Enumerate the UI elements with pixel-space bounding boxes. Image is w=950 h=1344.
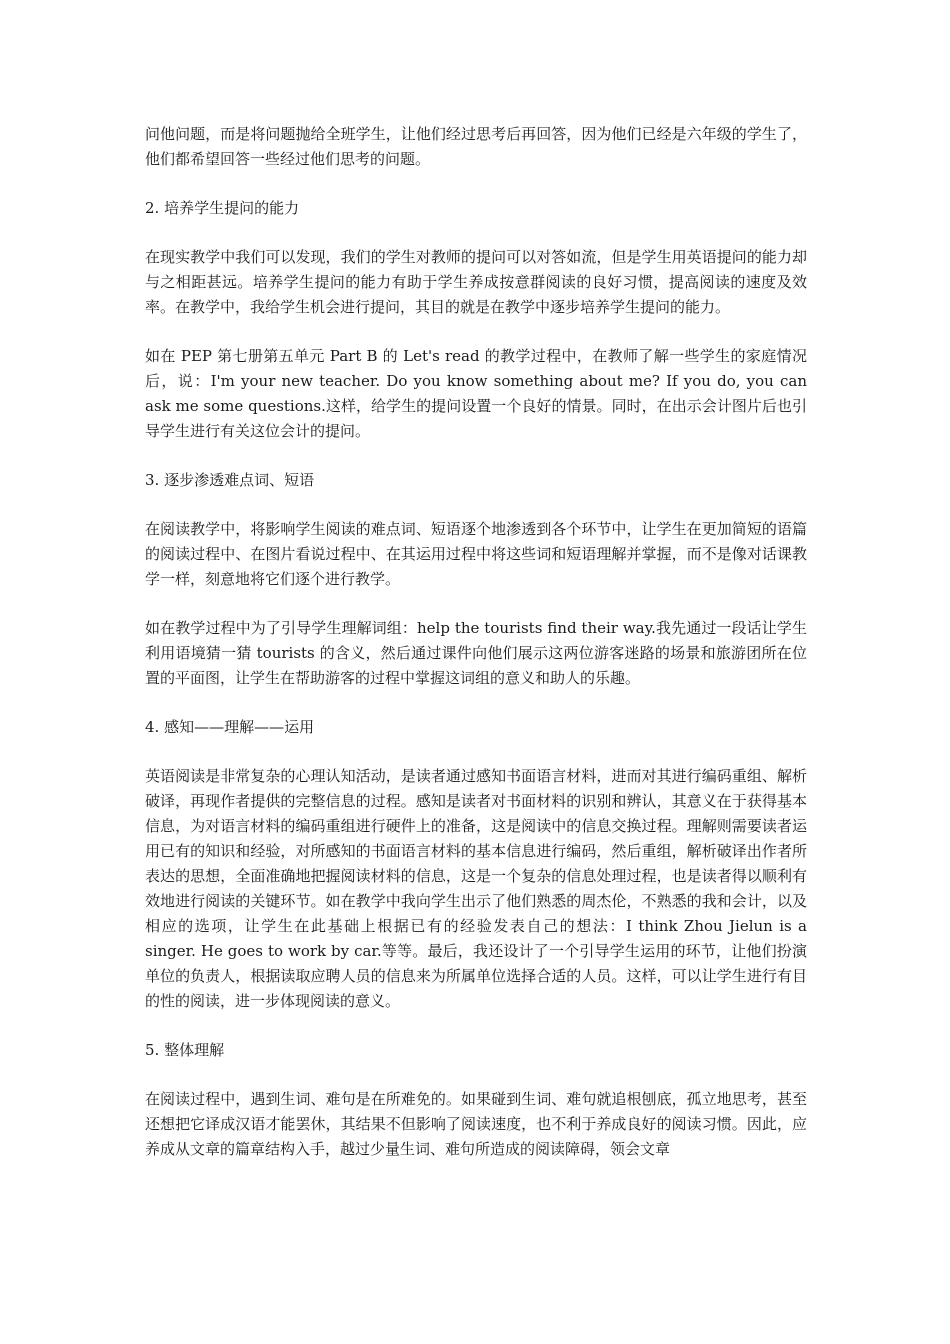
document-page [145,122,807,1186]
paragraph: 在阅读教学中，将影响学生阅读的难点词、短语逐个地渗透到各个环节中，让学生在更加简短的语篇的阅读过程中、在图片看说过程中、在其运用过程中将这些词和短语理解并掌握，而不是像对话课教学一样，刻意地将它们逐个进行教学。 [145,520,807,588]
section-heading: 3. 逐步渗透难点词、短语 [145,471,315,489]
paragraph: 如在教学过程中为了引导学生理解词组：help the tourists find their way.我先通过一段话让学生利用语境猜一猜 tourists 的含义，然后通过课件向他们展示这两位游客迷路的场景和旅游团所在位置的平面图，让学生在帮助游客的过程中掌握这词组的意义和助人的乐趣。 [145,619,807,687]
paragraph: 在阅读过程中，遇到生词、难句是在所难免的。如果碰到生词、难句就追根刨底，孤立地思考，甚至还想把它译成汉语才能罢休，其结果不但影响了阅读速度，也不利于养成良好的阅读习惯。因此，应养成从文章的篇章结构入手，越过少量生词、难句所造成的阅读障碍，领会文章 [145,1090,807,1158]
paragraph: 问他问题，而是将问题抛给全班学生，让他们经过思考后再回答，因为他们已经是六年级的学生了，他们都希望回答一些经过他们思考的问题。 [145,125,807,168]
paragraph: 在现实教学中我们可以发现，我们的学生对教师的提问可以对答如流，但是学生用英语提问的能力却与之相距甚远。培养学生提问的能力有助于学生养成按意群阅读的良好习惯，提高阅读的速度及效率。在教学中，我给学生机会进行提问，其目的就是在教学中逐步培养学生提问的能力。 [145,248,807,316]
section-heading: 4. 感知——理解——运用 [145,718,315,736]
paragraph: 如在 PEP 第七册第五单元 Part B 的 Let's read 的教学过程中，在教师了解一些学生的家庭情况后，说：I'm your new teacher. Do you know something about me? If you do, you can ask me some questions.这样，给学生的提问设置一个良好的情景。同时，在出示会计图片后也引导学生进行有关这位会计的提问。 [145,347,807,440]
section-heading: 5. 整体理解 [145,1041,225,1059]
paragraph: 英语阅读是非常复杂的心理认知活动，是读者通过感知书面语言材料，进而对其进行编码重组、解析破译，再现作者提供的完整信息的过程。感知是读者对书面材料的识别和辨认，其意义在于获得基本信息，为对语言材料的编码重组进行硬件上的准备，这是阅读中的信息交换过程。理解则需要读者运用已有的知识和经验，对所感知的书面语言材料的基本信息进行编码，然后重组，解析破译出作者所表达的思想，全面准确地把握阅读材料的信息，这是一个复杂的信息处理过程，也是读者得以顺利有效地进行阅读的关键环节。如在教学中我向学生出示了他们熟悉的周杰伦，不熟悉的我和会计，以及相应的选项，让学生在此基础上根据已有的经验发表自己的想法：I think Zhou Jielun is a singer. He goes to work by car.等等。最后，我还设计了一个引导学生运用的环节，让他们扮演单位的负责人，根据读取应聘人员的信息来为所属单位选择合适的人员。这样，可以让学生进行有目的性的阅读，进一步体现阅读的意义。 [145,767,807,1010]
section-heading: 2. 培养学生提问的能力 [145,199,300,217]
